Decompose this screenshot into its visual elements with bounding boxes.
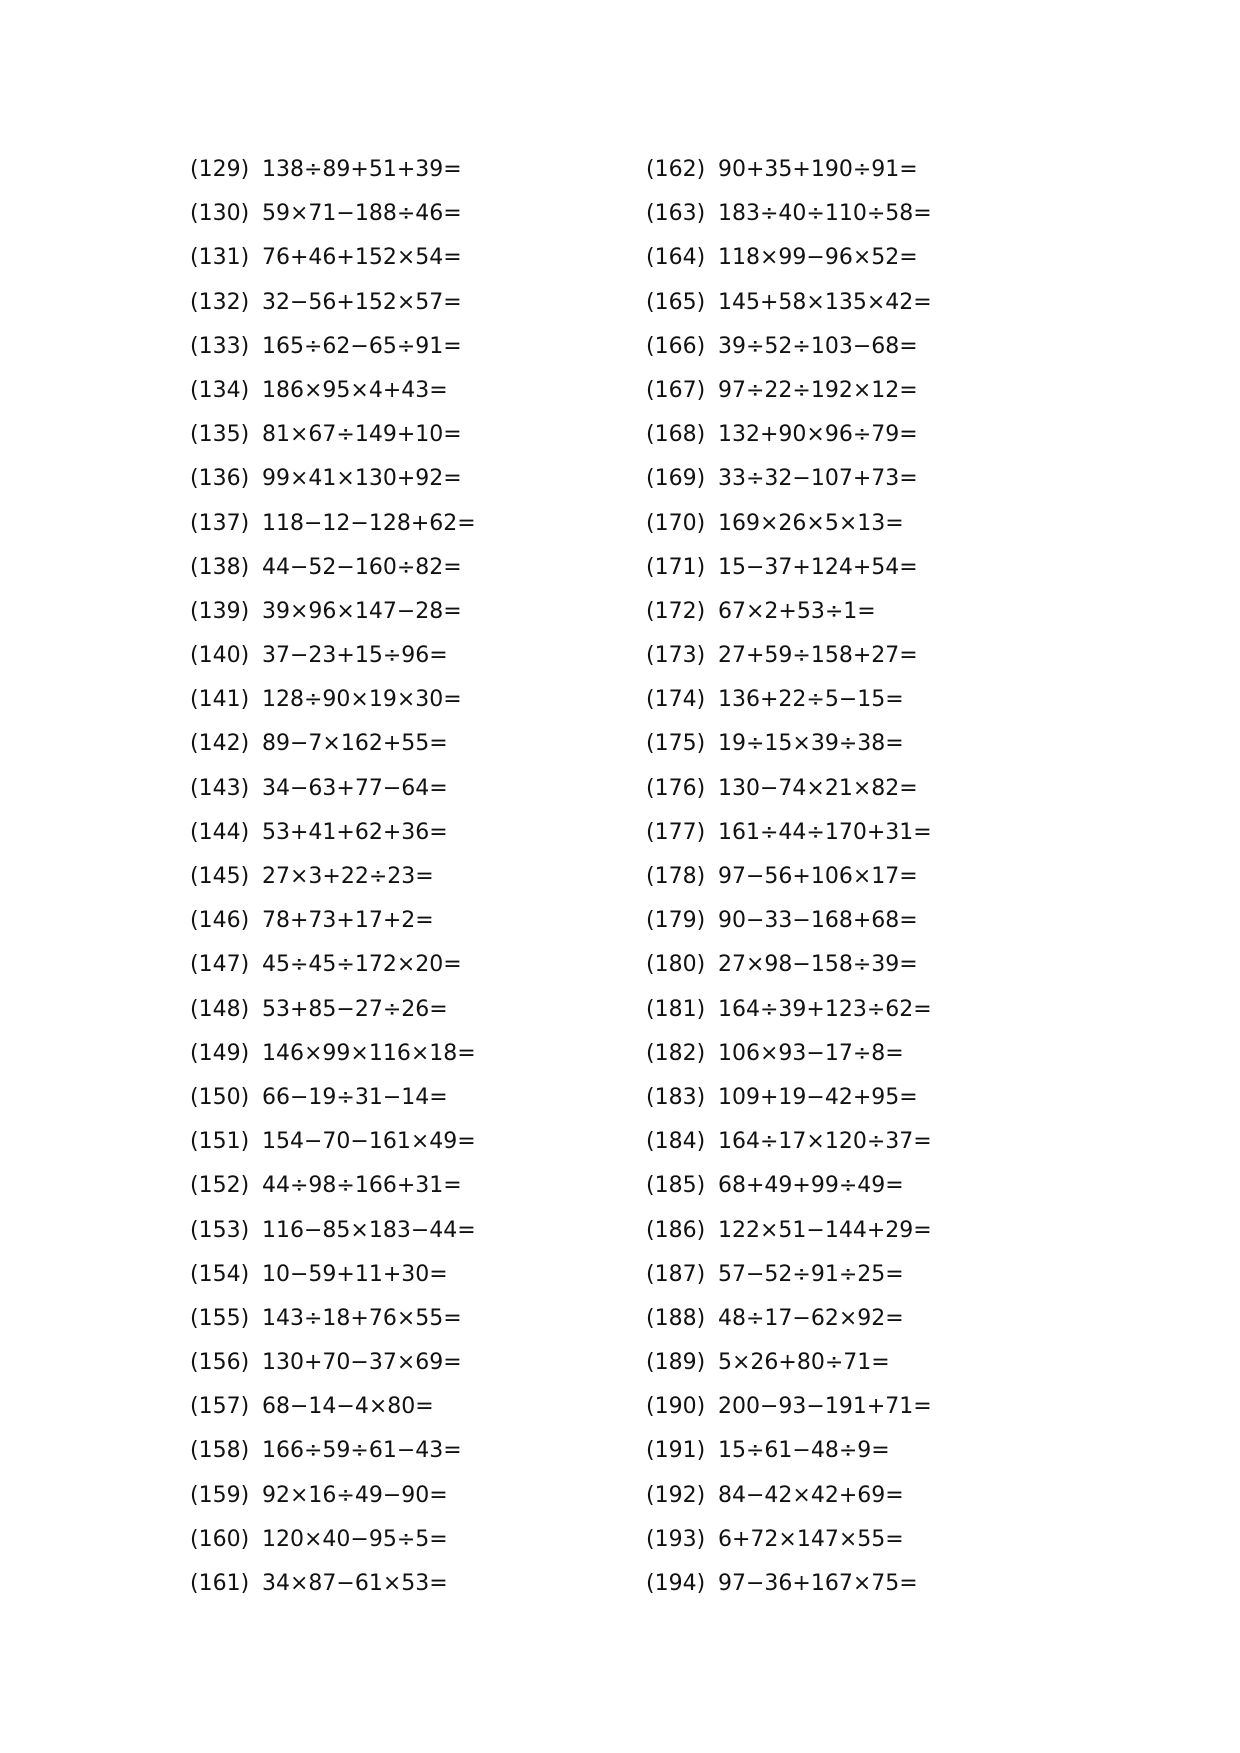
problem-number: (133) xyxy=(190,333,250,359)
problem-number: (138) xyxy=(190,554,250,580)
problem-row xyxy=(646,1175,1116,1219)
problem-row xyxy=(646,159,1116,203)
problem-number: (151) xyxy=(190,1129,250,1155)
problem-expression: 130+70−37×69= xyxy=(262,1350,462,1376)
problem-row xyxy=(190,289,660,336)
problem-row xyxy=(190,554,660,601)
problem-expression: 97÷22÷192×12= xyxy=(718,377,918,403)
problem-row xyxy=(190,819,660,866)
problem-number: (144) xyxy=(190,819,250,845)
problem-row xyxy=(190,598,660,645)
problem-row xyxy=(646,289,1116,336)
problem-row xyxy=(190,468,660,512)
problem-number: (162) xyxy=(646,157,706,182)
right-problem-column xyxy=(646,159,1116,1617)
problem-expression: 164÷39+123÷62= xyxy=(718,996,932,1022)
problem-number: (141) xyxy=(190,687,250,713)
problem-row xyxy=(646,954,1116,998)
problem-row xyxy=(190,510,660,557)
problem-expression: 15−37+124+54= xyxy=(718,554,918,580)
problem-number: (182) xyxy=(646,1040,706,1066)
problem-expression: 161÷44÷170+31= xyxy=(718,819,932,845)
problem-row xyxy=(646,377,1116,424)
problem-expression: 154−70−161×49= xyxy=(262,1129,476,1155)
problem-number: (174) xyxy=(646,687,706,713)
problem-expression: 122×51−144+29= xyxy=(718,1217,932,1243)
problem-number: (178) xyxy=(646,864,706,889)
problem-row xyxy=(190,377,660,424)
problem-number: (154) xyxy=(190,1261,250,1287)
problem-row xyxy=(190,1261,660,1308)
problem-number: (139) xyxy=(190,598,250,624)
problem-number: (188) xyxy=(646,1305,706,1331)
problem-number: (147) xyxy=(190,952,250,978)
problem-expression: 118−12−128+62= xyxy=(262,510,476,536)
problem-expression: 27+59÷158+27= xyxy=(718,643,918,669)
problem-expression: 200−93−191+71= xyxy=(718,1394,932,1420)
problem-expression: 90+35+190÷91= xyxy=(718,157,918,182)
problem-expression: 44−52−160÷82= xyxy=(262,554,462,580)
problem-row xyxy=(190,333,660,380)
problem-expression: 39×96×147−28= xyxy=(262,598,462,624)
problem-number: (180) xyxy=(646,952,706,978)
problem-row xyxy=(646,1131,1116,1175)
problem-expression: 44÷98÷166+31= xyxy=(262,1173,462,1199)
problem-number: (148) xyxy=(190,996,250,1022)
problem-number: (171) xyxy=(646,554,706,580)
problem-row xyxy=(646,733,1116,777)
problem-number: (177) xyxy=(646,819,706,845)
problem-row xyxy=(646,554,1116,601)
problem-row xyxy=(646,510,1116,557)
problem-number: (158) xyxy=(190,1438,250,1464)
problem-row xyxy=(190,1440,660,1484)
problem-number: (186) xyxy=(646,1217,706,1243)
problem-expression: 78+73+17+2= xyxy=(262,908,434,934)
problem-expression: 165÷62−65÷91= xyxy=(262,333,462,359)
problem-number: (184) xyxy=(646,1129,706,1155)
problem-row xyxy=(190,1526,660,1573)
problem-row xyxy=(646,689,1116,733)
problem-number: (166) xyxy=(646,333,706,359)
problem-expression: 39÷52÷103−68= xyxy=(718,333,918,359)
problem-expression: 164÷17×120÷37= xyxy=(718,1129,932,1155)
problem-number: (169) xyxy=(646,466,706,492)
problem-number: (152) xyxy=(190,1173,250,1199)
problem-row xyxy=(646,333,1116,380)
problem-number: (129) xyxy=(190,157,250,182)
problem-row xyxy=(190,1482,660,1529)
problem-row xyxy=(646,1573,1116,1617)
problem-expression: 169×26×5×13= xyxy=(718,510,904,536)
problem-expression: 45÷45÷172×20= xyxy=(262,952,462,978)
problem-row xyxy=(190,424,660,468)
problem-number: (191) xyxy=(646,1438,706,1464)
problem-row xyxy=(190,996,660,1043)
problem-number: (153) xyxy=(190,1217,250,1243)
problem-expression: 48÷17−62×92= xyxy=(718,1305,904,1331)
problem-expression: 37−23+15÷96= xyxy=(262,643,448,669)
problem-expression: 57−52÷91÷25= xyxy=(718,1261,904,1287)
problem-expression: 146×99×116×18= xyxy=(262,1040,476,1066)
left-problem-column xyxy=(190,159,660,1617)
problem-number: (150) xyxy=(190,1084,250,1110)
problem-row xyxy=(646,1217,1116,1264)
problem-expression: 53+85−27÷26= xyxy=(262,996,448,1022)
problem-number: (136) xyxy=(190,466,250,492)
problem-expression: 27×98−158÷39= xyxy=(718,952,918,978)
problem-row xyxy=(646,1040,1116,1087)
problem-row xyxy=(646,1396,1116,1440)
problem-row xyxy=(190,1040,660,1087)
problem-expression: 76+46+152×54= xyxy=(262,245,462,271)
problem-expression: 99×41×130+92= xyxy=(262,466,462,492)
problem-expression: 84−42×42+69= xyxy=(718,1482,904,1508)
problem-row xyxy=(646,1482,1116,1529)
problem-row xyxy=(190,1131,660,1175)
problem-row xyxy=(190,1573,660,1617)
problem-number: (135) xyxy=(190,422,250,448)
problem-number: (156) xyxy=(190,1350,250,1376)
problem-number: (134) xyxy=(190,377,250,403)
problem-number: (176) xyxy=(646,775,706,801)
problem-row xyxy=(646,1352,1116,1396)
problem-number: (132) xyxy=(190,289,250,315)
problem-row xyxy=(190,775,660,822)
problem-number: (173) xyxy=(646,643,706,669)
problem-expression: 59×71−188÷46= xyxy=(262,201,462,227)
problem-number: (190) xyxy=(646,1394,706,1420)
problem-number: (181) xyxy=(646,996,706,1022)
problem-expression: 186×95×4+43= xyxy=(262,377,448,403)
problem-number: (164) xyxy=(646,245,706,271)
problem-expression: 33÷32−107+73= xyxy=(718,466,918,492)
problem-row xyxy=(646,996,1116,1043)
problem-number: (193) xyxy=(646,1526,706,1552)
problem-expression: 97−56+106×17= xyxy=(718,864,918,889)
problem-row xyxy=(190,247,660,291)
problem-expression: 81×67÷149+10= xyxy=(262,422,462,448)
problem-number: (183) xyxy=(646,1084,706,1110)
problem-expression: 120×40−95÷5= xyxy=(262,1526,448,1552)
problem-number: (142) xyxy=(190,731,250,757)
problem-expression: 6+72×147×55= xyxy=(718,1526,904,1552)
problem-expression: 166÷59÷61−43= xyxy=(262,1438,462,1464)
problem-row xyxy=(190,203,660,247)
problem-expression: 19÷15×39÷38= xyxy=(718,731,904,757)
problem-expression: 97−36+167×75= xyxy=(718,1571,918,1596)
problem-expression: 34×87−61×53= xyxy=(262,1571,448,1596)
problem-number: (143) xyxy=(190,775,250,801)
problem-row xyxy=(646,468,1116,512)
problem-number: (194) xyxy=(646,1571,706,1596)
problem-row xyxy=(190,689,660,733)
problem-number: (172) xyxy=(646,598,706,624)
problem-row xyxy=(646,203,1116,247)
problem-expression: 138÷89+51+39= xyxy=(262,157,462,182)
problem-row xyxy=(190,1217,660,1264)
problem-expression: 132+90×96÷79= xyxy=(718,422,918,448)
problem-number: (137) xyxy=(190,510,250,536)
problem-expression: 67×2+53÷1= xyxy=(718,598,876,624)
problem-row xyxy=(190,910,660,954)
problem-row xyxy=(646,819,1116,866)
problem-expression: 130−74×21×82= xyxy=(718,775,918,801)
problem-row xyxy=(190,954,660,998)
problem-number: (170) xyxy=(646,510,706,536)
problem-row xyxy=(646,1261,1116,1308)
problem-row xyxy=(646,645,1116,689)
problem-row xyxy=(646,247,1116,291)
problem-number: (157) xyxy=(190,1394,250,1420)
problem-number: (140) xyxy=(190,643,250,669)
problem-row xyxy=(646,1440,1116,1484)
problem-number: (146) xyxy=(190,908,250,934)
problem-expression: 128÷90×19×30= xyxy=(262,687,462,713)
problem-row xyxy=(190,1396,660,1440)
problem-number: (155) xyxy=(190,1305,250,1331)
problem-expression: 143÷18+76×55= xyxy=(262,1305,462,1331)
problem-number: (167) xyxy=(646,377,706,403)
problem-expression: 92×16÷49−90= xyxy=(262,1482,448,1508)
problem-expression: 109+19−42+95= xyxy=(718,1084,918,1110)
problem-row xyxy=(646,424,1116,468)
problem-row xyxy=(646,1305,1116,1352)
problem-number: (160) xyxy=(190,1526,250,1552)
problem-row xyxy=(646,1084,1116,1131)
problem-number: (149) xyxy=(190,1040,250,1066)
problem-row xyxy=(646,775,1116,822)
problem-expression: 183÷40÷110÷58= xyxy=(718,201,932,227)
problem-row xyxy=(646,910,1116,954)
problem-row xyxy=(646,1526,1116,1573)
problem-number: (163) xyxy=(646,201,706,227)
problem-expression: 53+41+62+36= xyxy=(262,819,448,845)
problem-expression: 136+22÷5−15= xyxy=(718,687,904,713)
problem-expression: 68−14−4×80= xyxy=(262,1394,434,1420)
problem-number: (130) xyxy=(190,201,250,227)
problem-expression: 34−63+77−64= xyxy=(262,775,448,801)
problem-number: (192) xyxy=(646,1482,706,1508)
problem-number: (175) xyxy=(646,731,706,757)
problem-row xyxy=(190,1352,660,1396)
problem-expression: 118×99−96×52= xyxy=(718,245,918,271)
problem-expression: 66−19÷31−14= xyxy=(262,1084,448,1110)
problem-number: (187) xyxy=(646,1261,706,1287)
problem-number: (161) xyxy=(190,1571,250,1596)
problem-expression: 116−85×183−44= xyxy=(262,1217,476,1243)
problem-number: (131) xyxy=(190,245,250,271)
problem-row xyxy=(190,1305,660,1352)
problem-expression: 68+49+99÷49= xyxy=(718,1173,904,1199)
problem-number: (165) xyxy=(646,289,706,315)
problem-row xyxy=(190,866,660,910)
problem-expression: 32−56+152×57= xyxy=(262,289,462,315)
problem-number: (189) xyxy=(646,1350,706,1376)
problem-row xyxy=(190,1084,660,1131)
problem-expression: 27×3+22÷23= xyxy=(262,864,434,889)
problem-number: (179) xyxy=(646,908,706,934)
problem-expression: 10−59+11+30= xyxy=(262,1261,448,1287)
problem-expression: 145+58×135×42= xyxy=(718,289,932,315)
problem-number: (168) xyxy=(646,422,706,448)
problem-expression: 90−33−168+68= xyxy=(718,908,918,934)
problem-expression: 89−7×162+55= xyxy=(262,731,448,757)
problem-row xyxy=(190,1175,660,1219)
problem-number: (185) xyxy=(646,1173,706,1199)
problem-row xyxy=(190,645,660,689)
problem-row xyxy=(646,866,1116,910)
problem-number: (159) xyxy=(190,1482,250,1508)
problem-row xyxy=(646,598,1116,645)
problem-number: (145) xyxy=(190,864,250,889)
problem-row xyxy=(190,159,660,203)
problem-expression: 5×26+80÷71= xyxy=(718,1350,890,1376)
problem-row xyxy=(190,733,660,777)
problem-expression: 15÷61−48÷9= xyxy=(718,1438,890,1464)
problem-expression: 106×93−17÷8= xyxy=(718,1040,904,1066)
